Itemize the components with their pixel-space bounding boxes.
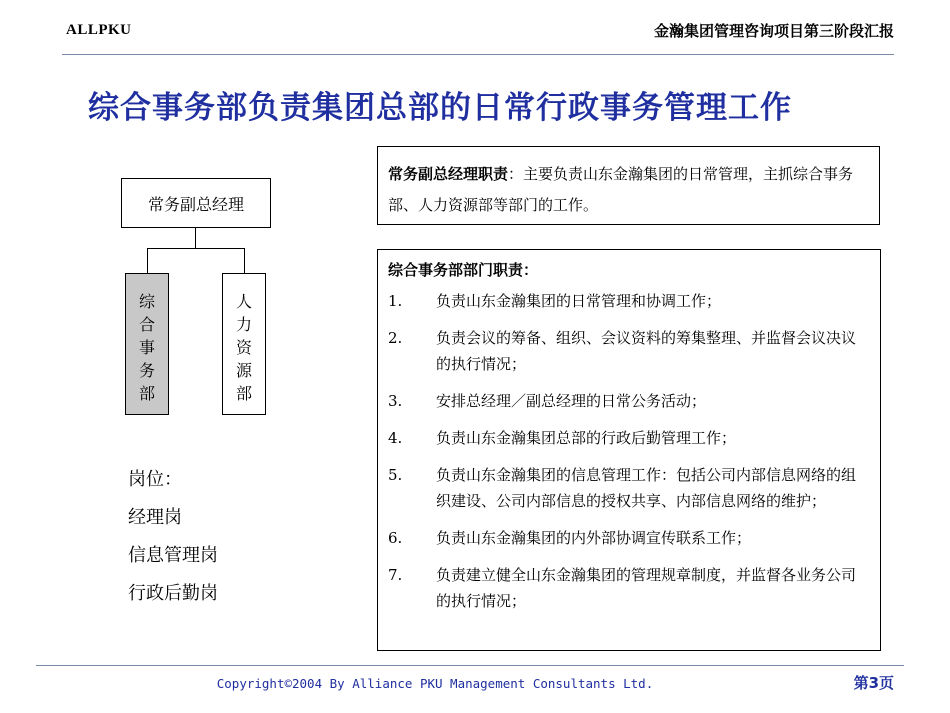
- slide-title: 综合事务部负责集团总部的日常行政事务管理工作: [88, 90, 792, 126]
- duty-text: 负责山东金瀚集团总部的行政后勤管理工作；: [436, 429, 737, 447]
- page-number: 第3页: [853, 674, 894, 692]
- report-title: 金瀚集团管理咨询项目第三阶段汇报: [653, 22, 894, 40]
- duty-item: [388, 325, 870, 377]
- org-node-general-affairs: [125, 273, 169, 415]
- vp-duty-text: 主要负责山东金瀚集团的日常管理，主抓综合事务部、人力资源部等部门的工作。: [388, 165, 854, 214]
- org-connector: [244, 248, 245, 273]
- dept-duty-heading: 综合事务部部门职责：: [388, 261, 539, 279]
- brand-logo: ALLPKU: [66, 22, 132, 38]
- dept-duty-box: [377, 249, 881, 651]
- duty-number: 4.: [388, 429, 403, 447]
- org-connector: [147, 248, 148, 273]
- post-item: 行政后勤岗: [128, 583, 218, 604]
- copyright: Copyright©2004 By Alliance PKU Management Consultants Ltd.: [216, 676, 654, 691]
- duty-number: 7.: [388, 566, 403, 584]
- org-node-vp-label: 常务副总经理: [147, 194, 244, 214]
- duty-item: [388, 562, 870, 614]
- vp-duty-label: 常务副总经理职责: [388, 165, 509, 183]
- vp-duty-box: [377, 146, 880, 225]
- duty-number: 6.: [388, 529, 403, 547]
- org-node-hr: [222, 273, 266, 415]
- duty-item: [388, 388, 870, 414]
- org-node-general-affairs-label: 综合事务部: [139, 292, 156, 403]
- posts-heading: 岗位：: [128, 469, 182, 490]
- duty-number: 2.: [388, 329, 403, 347]
- duty-text: 负责建立健全山东金瀚集团的管理规章制度，并监督各业务公司的执行情况；: [436, 566, 857, 610]
- duty-item: [388, 462, 870, 514]
- org-connector: [147, 248, 244, 249]
- org-node-vp: [121, 178, 271, 228]
- duty-number: 5.: [388, 466, 403, 484]
- duty-number: 3.: [388, 392, 403, 410]
- footer-rule: [36, 665, 904, 666]
- org-connector: [195, 228, 196, 248]
- org-node-hr-label: 人力资源部: [236, 292, 253, 403]
- post-item: 经理岗: [128, 507, 182, 528]
- duty-text: 负责会议的筹备、组织、会议资料的筹集整理、并监督会议决议的执行情况；: [436, 329, 857, 373]
- posts-list: [128, 461, 218, 613]
- duty-item: [388, 425, 870, 451]
- duty-item: [388, 525, 870, 551]
- vp-duty-sep: ：: [508, 165, 524, 183]
- duty-text: 负责山东金瀚集团的内外部协调宣传联系工作；: [436, 529, 752, 547]
- duty-item: [388, 288, 870, 314]
- duty-number: 1.: [388, 292, 403, 310]
- duty-text: 负责山东金瀚集团的信息管理工作：包括公司内部信息网络的组织建设、公司内部信息的授权共享、内部信息网络的维护；: [436, 466, 857, 510]
- post-item: 信息管理岗: [128, 545, 218, 566]
- duty-text: 负责山东金瀚集团的日常管理和协调工作；: [436, 292, 722, 310]
- header-rule: [62, 54, 894, 55]
- duty-text: 安排总经理／副总经理的日常公务活动；: [436, 392, 707, 410]
